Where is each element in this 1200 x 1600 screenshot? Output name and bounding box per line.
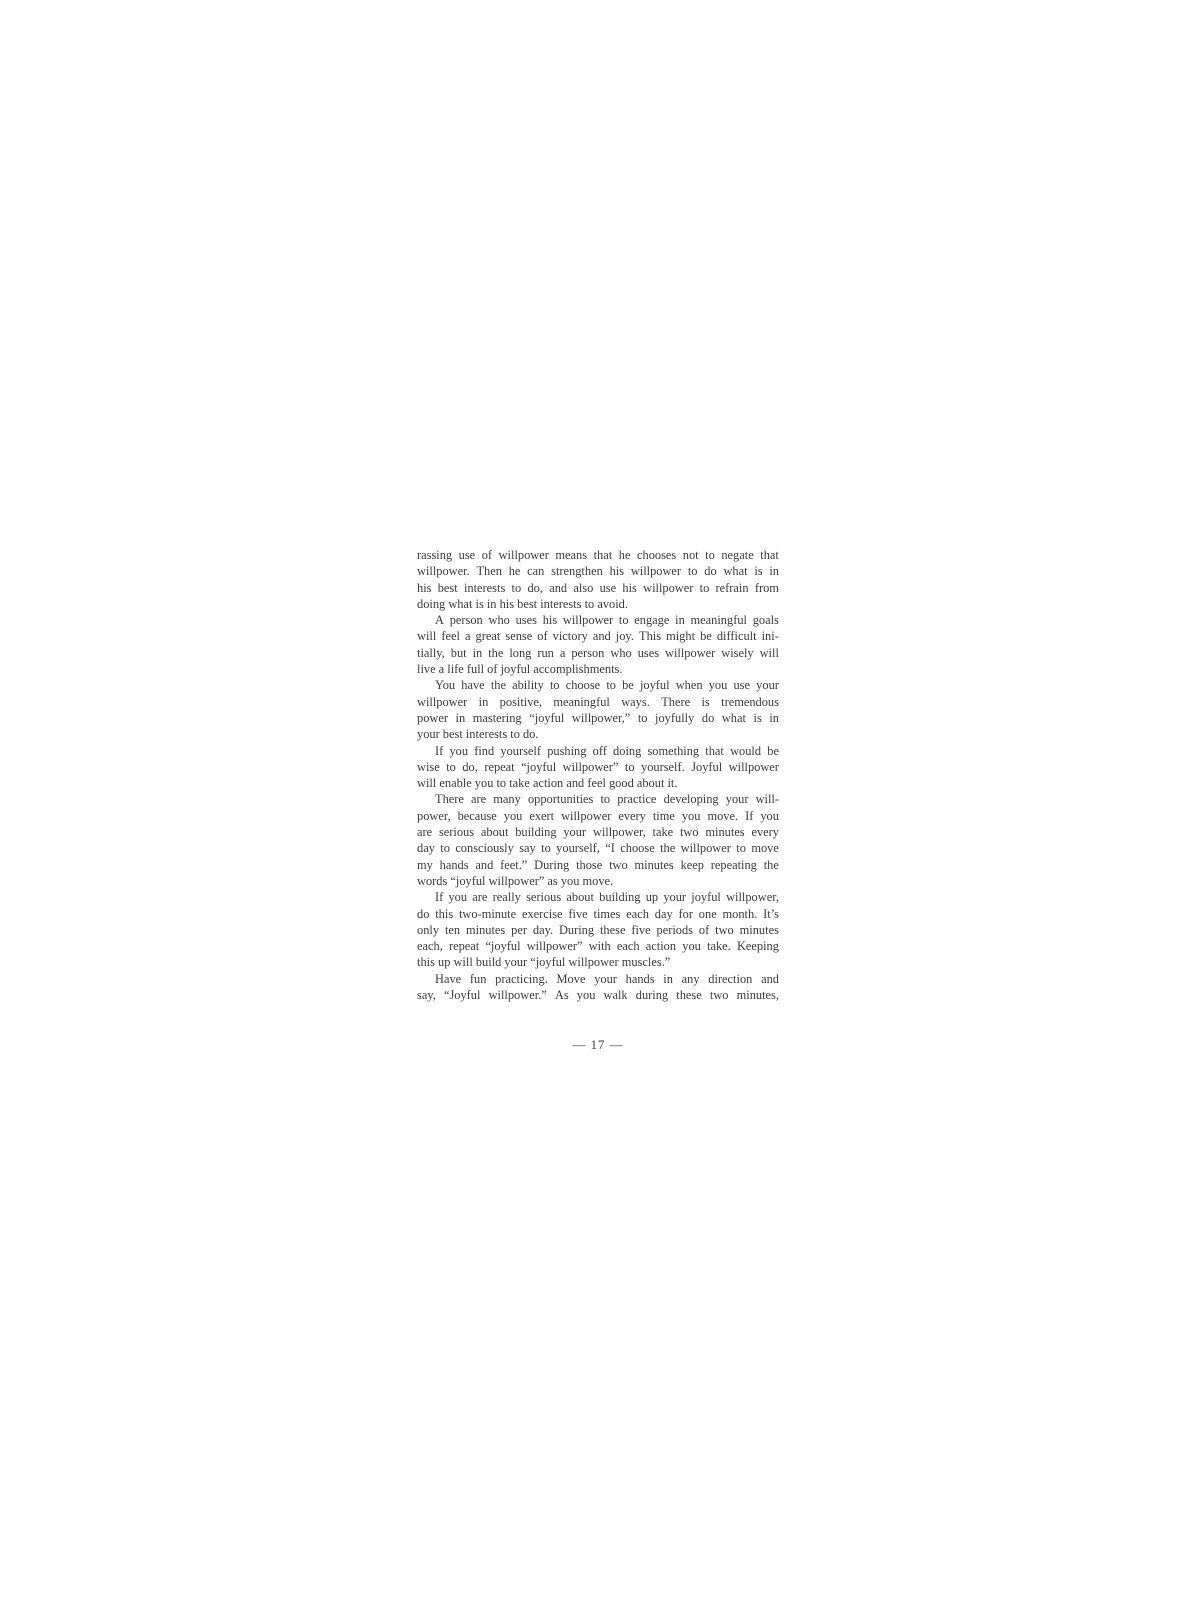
text-line: say, “Joyful willpower.” As you walk during these two minutes,	[417, 988, 779, 1003]
text-line: day to consciously say to yourself, “I choose the willpower to move	[417, 841, 779, 856]
paragraph	[417, 677, 779, 742]
text-line: wise to do, repeat “joyful willpower” to yourself. Joyful willpower	[417, 759, 779, 774]
text-line: willpower in positive, meaningful ways. There is tremendous	[417, 694, 779, 709]
text-line: will feel a great sense of victory and joy. This might be difficult ini-	[417, 629, 779, 644]
text-line: each, repeat “joyful willpower” with each action you take. Keeping	[417, 939, 779, 954]
text-line: A person who uses his willpower to engage in meaningful goals	[435, 613, 779, 628]
paragraph	[417, 971, 779, 1004]
text-line: his best interests to do, and also use his willpower to refrain from	[417, 580, 779, 595]
text-line: my hands and feet.” During those two minutes keep repeating the	[417, 857, 779, 872]
text-line: your best interests to do.	[417, 727, 539, 742]
text-line: power, because you exert willpower every time you move. If you	[417, 808, 779, 823]
text-line: If you find yourself pushing off doing something that would be	[435, 743, 779, 758]
text-line: If you are really serious about building up your joyful willpower,	[435, 890, 779, 905]
text-line: this up will build your “joyful willpower muscles.”	[417, 955, 671, 970]
text-line: will enable you to take action and feel good about it.	[417, 776, 678, 791]
text-line: power in mastering “joyful willpower,” to joyfully do what is in	[417, 710, 779, 725]
text-line: You have the ability to choose to be joyful when you use your	[435, 678, 779, 693]
paragraph	[417, 612, 779, 677]
text-line: There are many opportunities to practice developing your will-	[435, 792, 779, 807]
paragraph	[417, 743, 779, 792]
text-line: willpower. Then he can strengthen his willpower to do what is in	[417, 564, 779, 579]
text-block	[417, 547, 779, 1054]
text-line: only ten minutes per day. During these five periods of two minutes	[417, 922, 779, 937]
text-line: doing what is in his best interests to avoid.	[417, 596, 628, 611]
text-line: rassing use of willpower means that he chooses not to negate that	[417, 548, 779, 562]
text-line: are serious about building your willpower, take two minutes every	[417, 825, 779, 840]
paragraph	[417, 791, 779, 889]
text-line: Have fun practicing. Move your hands in any direction and	[435, 971, 779, 986]
page-number: — 17 —	[572, 1038, 624, 1053]
text-line: words “joyful willpower” as you move.	[417, 873, 614, 888]
text-line: live a life full of joyful accomplishments.	[417, 662, 623, 677]
paragraph	[417, 889, 779, 970]
text-line: tially, but in the long run a person who uses willpower wisely will	[417, 645, 779, 660]
paragraph	[417, 547, 779, 612]
text-line: do this two-minute exercise five times each day for one month. It’s	[417, 906, 779, 921]
